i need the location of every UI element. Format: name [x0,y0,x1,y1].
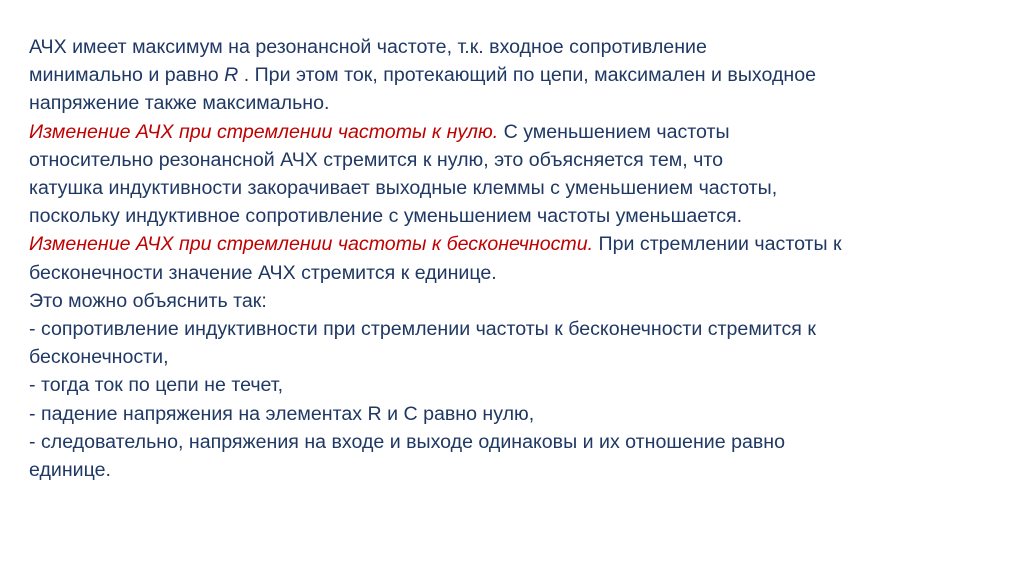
text-segment: бесконечности значение АЧХ стремится к единице. [29,261,497,284]
text-segment: напряжение также максимально. [29,92,330,115]
emphasis-heading: Изменение АЧХ при стремлении частоты к нулю. [29,120,499,143]
text-line [29,259,1014,287]
text-segment: Это можно объяснить так: [29,289,267,312]
emphasis-heading: Изменение АЧХ при стремлении частоты к бесконечности. [29,233,594,256]
text-segment: С уменьшением частоты [498,120,730,143]
text-segment: единице. [29,459,111,482]
text-line [29,89,1014,117]
text-segment: - тогда ток по цепи не течет, [29,374,284,397]
text-segment: При стремлении частоты к [593,233,842,256]
text-segment: АЧХ имеет максимум на резонансной частоте, т.к. входное сопротивление [29,36,707,58]
text-segment: бесконечности, [29,346,169,369]
text-segment: минимально и равно [29,64,225,87]
text-segment: поскольку индуктивное сопротивление с уменьшением частоты уменьшается. [29,205,743,228]
text-segment: R [224,64,239,87]
text-segment: - следовательно, напряжения на входе и выходе одинаковы и их отношение равно [29,430,785,453]
text-segment: . При этом ток, протекающий по цепи, максимален и выходное [238,64,817,87]
text-line [29,202,1014,230]
text-segment: - падение напряжения на элементах R и C равно нулю, [29,402,535,425]
text-line [29,118,1014,146]
text-line [29,174,1014,202]
text-line [29,33,1014,61]
slide-body-text [29,33,1014,484]
text-line [29,315,1014,343]
text-line [29,61,1014,89]
text-line [29,146,1014,174]
text-segment: относительно резонансной АЧХ стремится к нулю, это объясняется тем, что [29,148,724,171]
text-segment: - сопротивление индуктивности при стремлении частоты к бесконечности стремится к [29,318,816,341]
text-line [29,371,1014,399]
text-segment: катушка индуктивности закорачивает выходные клеммы с уменьшением частоты, [29,177,778,200]
text-line [29,428,1014,456]
text-line [29,400,1014,428]
text-line [29,230,1014,258]
text-line [29,343,1014,371]
text-line [29,287,1014,315]
text-line [29,456,1014,484]
